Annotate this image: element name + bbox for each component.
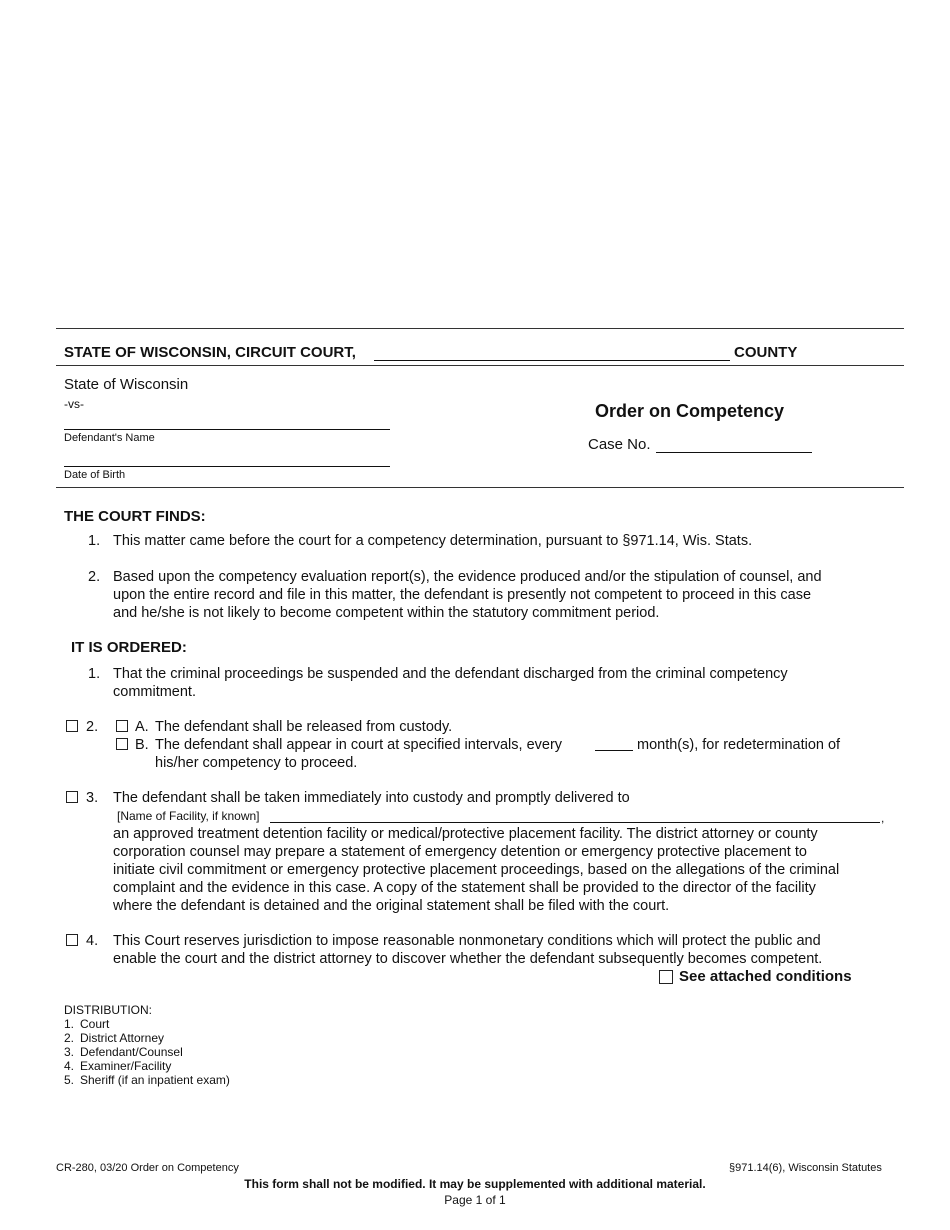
order-2b-text: The defendant shall appear in court at specified intervals, every (155, 737, 563, 753)
order-text: This Court reserves jurisdiction to impose reasonable nonmonetary conditions which will protect the public and (113, 933, 821, 949)
facility-trailing-comma: , (881, 811, 885, 825)
finding-text: upon the entire record and file in this matter, the defendant is presently not competent to proceed in this case (113, 587, 812, 603)
versus-label: -vs- (64, 397, 84, 411)
distribution-item: Defendant/Counsel (80, 1045, 183, 1059)
order-text: where the defendant is detained and the original statement shall be filed with the court. (113, 898, 670, 914)
order-2a-checkbox[interactable] (116, 720, 128, 732)
distribution-item: Court (80, 1017, 110, 1031)
order-2a-text: The defendant shall be released from custody. (155, 719, 453, 735)
see-attached-label: See attached conditions (679, 968, 852, 985)
distribution-number: 5. (64, 1073, 75, 1087)
order-2b-text: his/her competency to proceed. (155, 755, 358, 771)
case-number-label: Case No. (588, 436, 651, 453)
form-identifier: CR-280, 03/20 Order on Competency (56, 1162, 239, 1174)
order-3-checkbox[interactable] (66, 791, 78, 803)
court-prefix: STATE OF WISCONSIN, CIRCUIT COURT, (64, 344, 356, 361)
order-text: an approved treatment detention facility or medical/protective placement facility. The district attorney or county (113, 826, 818, 842)
caption-bottom-rule (56, 487, 904, 488)
distribution-item: Sheriff (if an inpatient exam) (80, 1073, 230, 1087)
order-text: initiate civil commitment or emergency protective placement proceedings, based on the allegations of the criminal (113, 862, 840, 878)
distribution-number: 1. (64, 1017, 75, 1031)
order-text: commitment. (113, 684, 196, 700)
facility-name-field[interactable] (270, 822, 880, 823)
distribution-heading: DISTRIBUTION: (64, 1003, 153, 1017)
distribution-item: Examiner/Facility (80, 1059, 172, 1073)
county-name-field[interactable] (374, 360, 730, 361)
facility-name-label: [Name of Facility, if known] (117, 809, 260, 823)
finding-text: Based upon the competency evaluation report(s), the evidence produced and/or the stipulation of counsel, and (113, 569, 822, 585)
case-number-field[interactable] (656, 452, 812, 453)
findings-heading: THE COURT FINDS: (64, 508, 206, 525)
finding-text: and he/she is not likely to become competent within the statutory commitment period. (113, 605, 660, 621)
order-number: 3. (86, 790, 99, 806)
date-of-birth-label: Date of Birth (64, 469, 126, 481)
order-4-checkbox[interactable] (66, 934, 78, 946)
form-title: Order on Competency (595, 401, 785, 421)
modification-notice: This form shall not be modified. It may be supplemented with additional material. (244, 1177, 706, 1191)
order-text: corporation counsel may prepare a statement of emergency detention or emergency protective placement to (113, 844, 807, 860)
date-of-birth-field[interactable] (64, 466, 390, 467)
order-number: 2. (86, 719, 99, 735)
see-attached-checkbox[interactable] (659, 970, 673, 984)
caption-top-rule (56, 328, 904, 329)
finding-number: 1. (88, 533, 101, 549)
plaintiff-name: State of Wisconsin (64, 376, 189, 393)
page-number: Page 1 of 1 (444, 1193, 506, 1207)
finding-number: 2. (88, 569, 101, 585)
caption-mid-rule (56, 365, 904, 366)
order-2b-checkbox[interactable] (116, 738, 128, 750)
statute-reference: §971.14(6), Wisconsin Statutes (729, 1162, 882, 1174)
order-number: 4. (86, 933, 99, 949)
county-label: COUNTY (734, 344, 798, 361)
order-2a-label: A. (135, 719, 149, 735)
order-number: 1. (88, 666, 101, 682)
order-2b-label: B. (135, 737, 149, 753)
order-2b-text: month(s), for redetermination of (637, 737, 841, 753)
defendant-name-label: Defendant's Name (64, 432, 155, 444)
order-text: The defendant shall be taken immediately into custody and promptly delivered to (113, 790, 630, 806)
order-text: That the criminal proceedings be suspended and the defendant discharged from the criminal competency (113, 666, 788, 682)
order-text: enable the court and the district attorney to discover whether the defendant subsequently becomes competent. (113, 951, 823, 967)
orders-heading: IT IS ORDERED: (71, 639, 187, 656)
order-text: complaint and the evidence in this case. A copy of the statement shall be provided to the director of the facility (113, 880, 816, 896)
finding-text: This matter came before the court for a competency determination, pursuant to §971.14, Wis. Stats. (113, 533, 753, 549)
defendant-name-field[interactable] (64, 429, 390, 430)
distribution-number: 3. (64, 1045, 75, 1059)
interval-months-field[interactable] (595, 750, 633, 751)
order-2-checkbox[interactable] (66, 720, 78, 732)
distribution-number: 2. (64, 1031, 75, 1045)
distribution-number: 4. (64, 1059, 75, 1073)
distribution-item: District Attorney (80, 1031, 165, 1045)
